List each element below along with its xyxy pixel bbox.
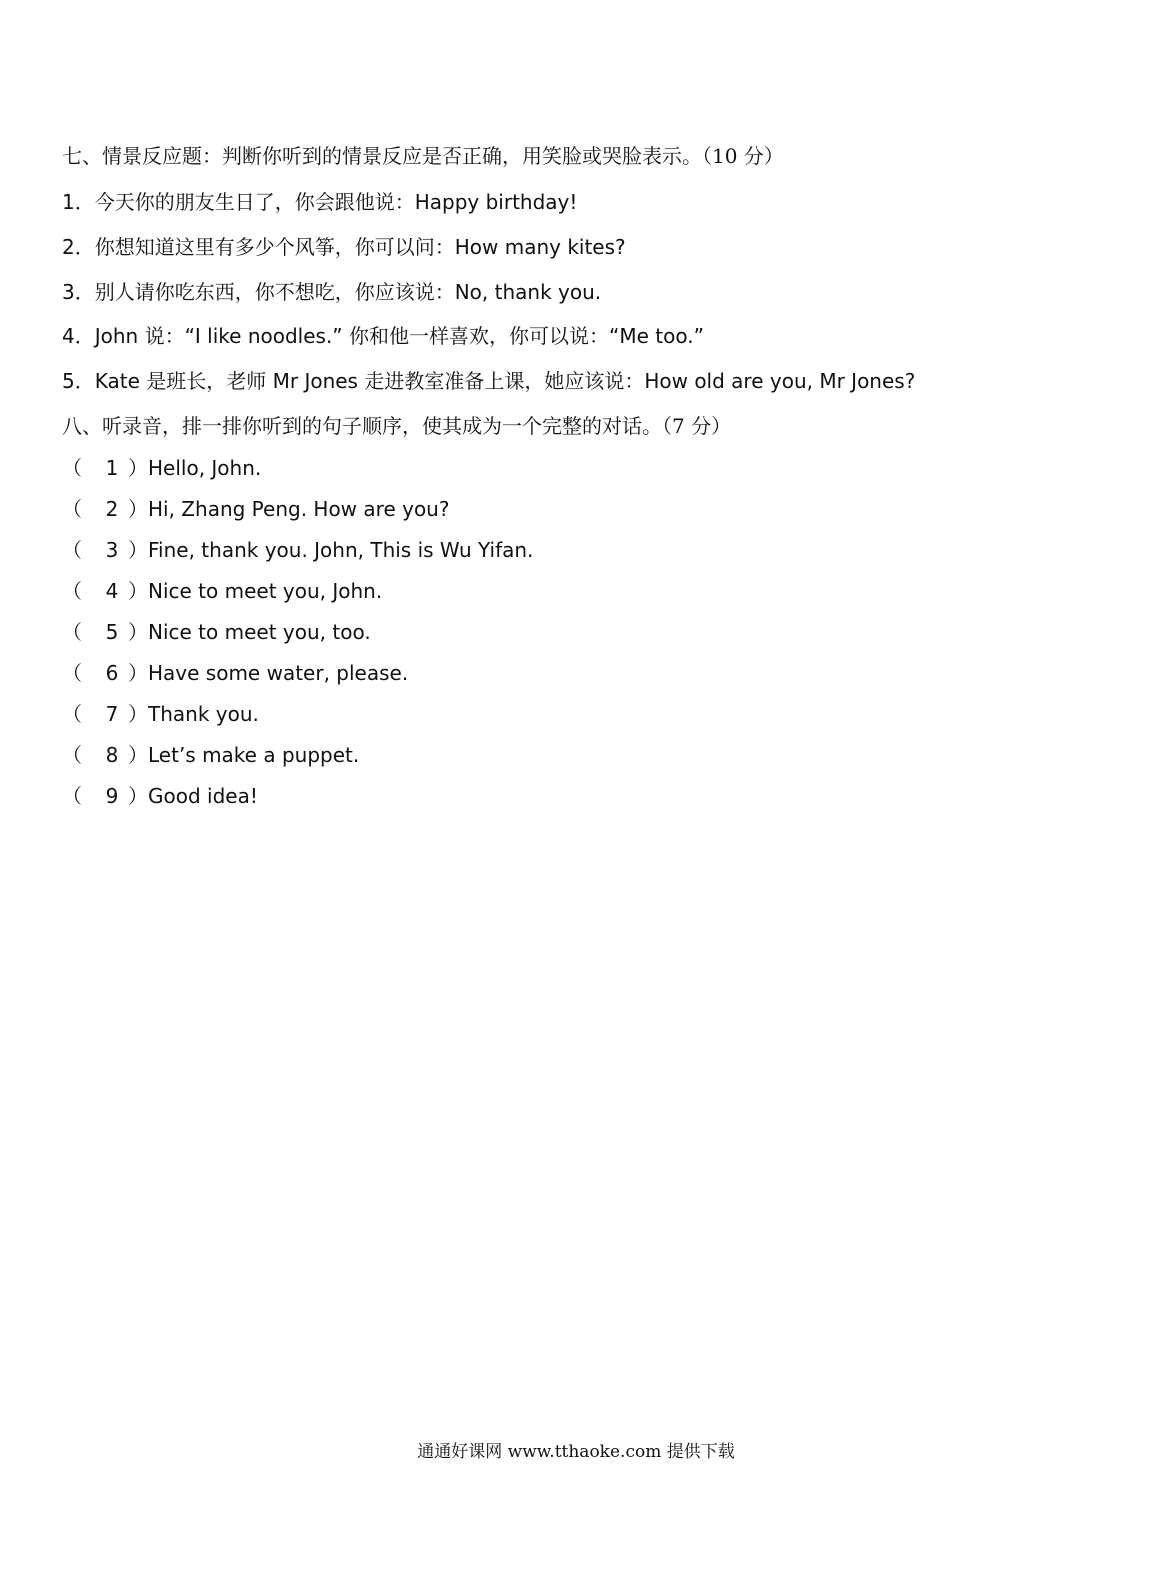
order-row-6 (62, 658, 408, 688)
order-number: 2 (105, 497, 119, 521)
open-paren: （ (62, 620, 82, 644)
section7-heading: 七、情景反应题：判断你听到的情景反应是否正确，用笑脸或哭脸表示。（10 分） (62, 144, 784, 168)
dialogue-sentence: Have some water, please. (148, 661, 409, 685)
dialogue-sentence: Hello, John. (148, 456, 262, 480)
open-paren: （ (62, 456, 82, 480)
close-paren: ） (128, 661, 148, 685)
order-number: 7 (105, 702, 119, 726)
close-paren: ） (128, 579, 148, 603)
close-paren: ） (128, 456, 148, 480)
order-number: 1 (105, 456, 119, 480)
close-paren: ） (128, 620, 148, 644)
dialogue-sentence: Hi, Zhang Peng. How are you? (148, 497, 450, 521)
open-paren: （ (62, 784, 82, 808)
open-paren: （ (62, 743, 82, 767)
section7-item-3: 3．别人请你吃东西，你不想吃，你应该说：No, thank you. (62, 280, 602, 304)
open-paren: （ (62, 702, 82, 726)
section7-item-5: 5．Kate 是班长，老师 Mr Jones 走进教室准备上课，她应该说：How old are you, Mr Jones? (62, 369, 916, 393)
order-row-9 (62, 781, 258, 811)
dialogue-sentence: Fine, thank you. John, This is Wu Yifan. (148, 538, 534, 562)
order-row-8 (62, 740, 359, 770)
section7-item-2: 2．你想知道这里有多少个风筝，你可以问：How many kites? (62, 235, 626, 259)
dialogue-sentence: Thank you. (148, 702, 259, 726)
section8-heading: 八、听录音，排一排你听到的句子顺序，使其成为一个完整的对话。（7 分） (62, 414, 732, 438)
close-paren: ） (128, 784, 148, 808)
order-number: 8 (105, 743, 119, 767)
order-row-5 (62, 617, 371, 647)
order-number: 4 (105, 579, 119, 603)
order-number: 9 (105, 784, 119, 808)
order-row-3 (62, 535, 533, 565)
section7-item-4: 4．John 说：“I like noodles.” 你和他一样喜欢，你可以说：“Me too.” (62, 324, 704, 348)
dialogue-sentence: Nice to meet you, too. (148, 620, 371, 644)
open-paren: （ (62, 661, 82, 685)
order-row-4 (62, 576, 382, 606)
order-number: 5 (105, 620, 119, 644)
order-row-7 (62, 699, 259, 729)
page-footer: 通通好课网 www.tthaoke.com 提供下载 (417, 1442, 735, 1462)
order-number: 6 (105, 661, 119, 685)
order-number: 3 (105, 538, 119, 562)
order-row-1 (62, 453, 261, 483)
dialogue-sentence: Good idea! (148, 784, 258, 808)
close-paren: ） (128, 743, 148, 767)
section7-item-1: 1．今天你的朋友生日了，你会跟他说：Happy birthday! (62, 190, 578, 214)
close-paren: ） (128, 702, 148, 726)
open-paren: （ (62, 579, 82, 603)
dialogue-sentence: Nice to meet you, John. (148, 579, 383, 603)
dialogue-sentence: Let’s make a puppet. (148, 743, 360, 767)
close-paren: ） (128, 538, 148, 562)
open-paren: （ (62, 538, 82, 562)
close-paren: ） (128, 497, 148, 521)
order-row-2 (62, 494, 449, 524)
open-paren: （ (62, 497, 82, 521)
